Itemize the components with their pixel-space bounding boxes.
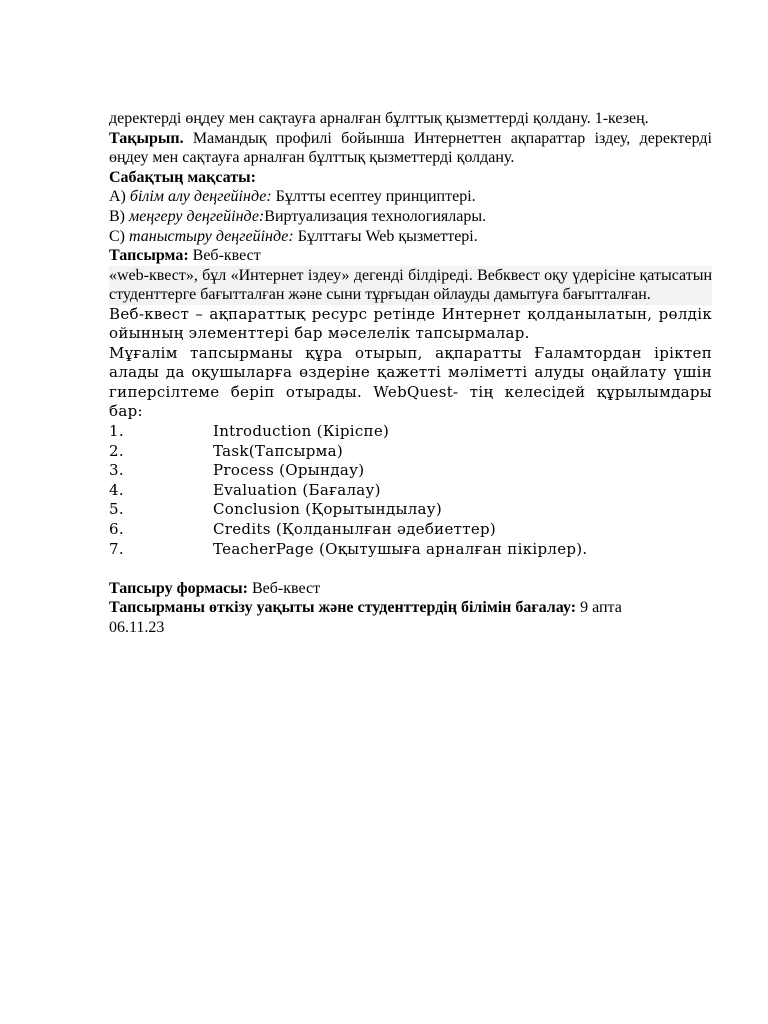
- list-item: 1. Introduction (Кіріспе): [109, 421, 390, 440]
- list-item: 4. Evaluation (Бағалау): [109, 480, 381, 499]
- list-item: 7. TeacherPage (Оқытушыға арналған пікірлер).: [109, 539, 588, 558]
- list-item: 2. Task(Тапсырма): [109, 441, 343, 460]
- intro-line: деректерді өңдеу мен сақтауға арналған бұлттық қызметтерді қолдану. 1-кезең.: [109, 110, 649, 127]
- document-body: [109, 109, 712, 637]
- deadline-label: Тапсырманы өткізу уақыты және студенттердің білімін бағалау:: [109, 599, 577, 617]
- structure-list: [109, 422, 712, 559]
- list-item: 3. Process (Орындау): [109, 461, 365, 480]
- form-label: Тапсыру формасы:: [109, 579, 248, 597]
- goal-c: C) таныстыру деңгейінде: Бұлттағы Web қызметтері.: [109, 227, 478, 245]
- goal-a-text: Бұлтты есептеу принциптері.: [275, 188, 476, 206]
- topic-label: Тақырып.: [109, 129, 184, 147]
- goal-a: A) білім алу деңгейінде: Бұлтты есептеу принциптері.: [109, 188, 476, 206]
- goal-b-level: меңгеру деңгейінде:: [129, 207, 265, 225]
- goal-b-text: Виртуализация технологиялары.: [264, 207, 487, 225]
- goal-c-text: Бұлттағы Web қызметтері.: [297, 227, 478, 245]
- task-value: Веб-квест: [192, 247, 261, 265]
- topic-text: Мамандық профилі бойынша Интернеттен ақпараттар іздеу, деректерді өңдеу мен сақтауға арналған бұлттық қызметтерді қолдану.: [109, 129, 713, 167]
- form-value: Веб-квест: [252, 579, 321, 597]
- deadline-line: [109, 598, 712, 618]
- goal-a-level: білім алу деңгейінде:: [129, 188, 272, 206]
- teacher-paragraph: Мұғалім тапсырманы құра отырып, ақпаратты Ғаламтордан іріктеп алады да оқушыларға өздеріне қажетті мәліметті алуды оңайлату үшін гиперсілтеме беріп отырады. WebQuest- тің келесідей құрылымдары бар:: [109, 343, 712, 421]
- task-line: [109, 246, 712, 266]
- goal-heading: Сабақтың мақсаты:: [109, 168, 256, 186]
- webquest-paragraph: «web-квест», бұл «Интернет іздеу» дегенді білдіреді. Вебквест оқу үдерісіне қатысатын студенттерге бағытталған және сыни тұрғыдан ойлауды дамытуға бағытталған.: [109, 266, 712, 304]
- topic-paragraph: [109, 129, 712, 168]
- spacer: [109, 559, 712, 579]
- date-line: 06.11.23: [109, 618, 165, 636]
- deadline-value: 9 апта: [580, 599, 622, 617]
- list-item: 6. Credits (Қолданылған әдебиеттер): [109, 519, 497, 538]
- resource-paragraph: Веб-квест – ақпараттық ресурс ретінде Интернет қолданылатын, рөлдік ойынның элементтері бар мәселелік тапсырмалар.: [109, 304, 712, 343]
- task-label: Тапсырма:: [109, 247, 189, 265]
- form-line: [109, 579, 712, 599]
- list-item: 5. Conclusion (Қорытындылау): [109, 500, 443, 519]
- goal-b: B) меңгеру деңгейінде:Виртуализация технологиялары.: [109, 207, 487, 225]
- goal-c-level: таныстыру деңгейінде:: [129, 227, 294, 245]
